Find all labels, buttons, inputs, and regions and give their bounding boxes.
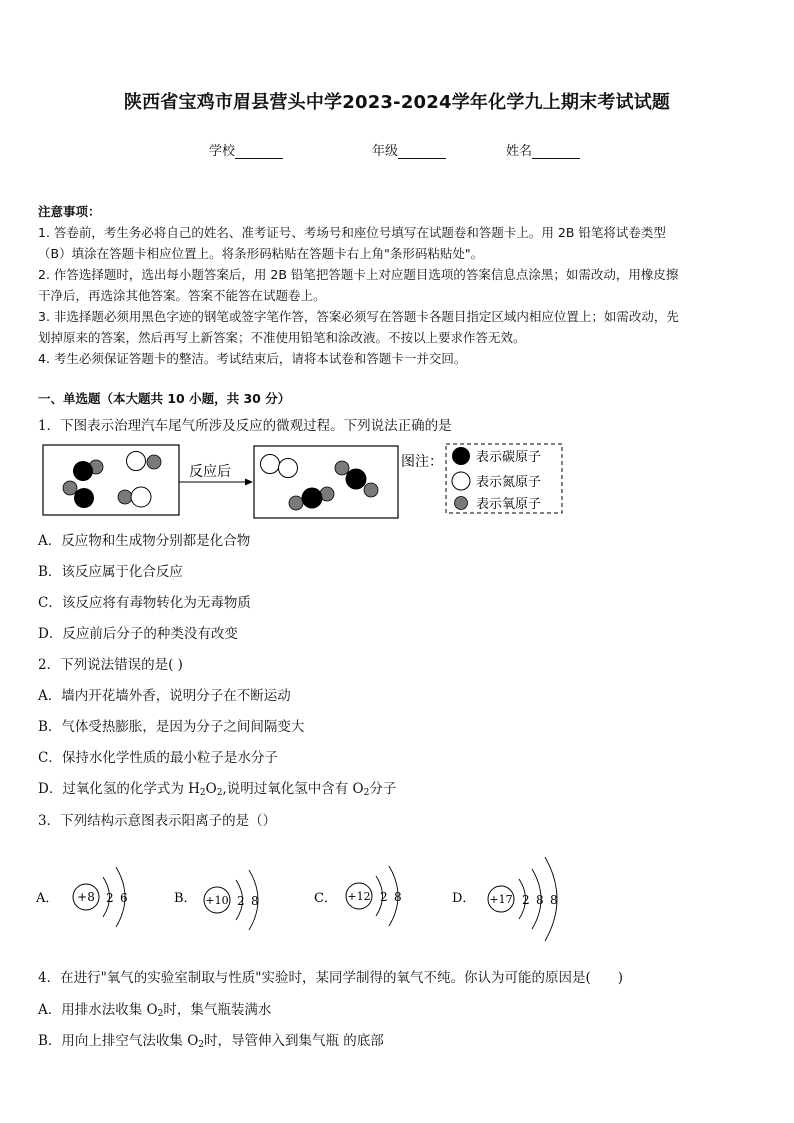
svg-text:+12: +12 — [347, 890, 371, 903]
q3-stem: 3．下列结构示意图表示阳离子的是（） — [38, 813, 277, 829]
exam-title: 陕西省宝鸡市眉县营头中学2023-2024学年化学九上期末考试试题 — [123, 92, 671, 113]
q2-option-c: C．保持水化学性质的最小粒子是水分子 — [38, 750, 278, 766]
q4-option-a: A．用排水法收集 $O_2$时，集气瓶装满水 — [38, 1002, 272, 1019]
svg-text:2: 2 — [106, 891, 114, 905]
atom-diagram-a — [35, 867, 128, 927]
co2-molecule — [289, 487, 334, 510]
svg-text:8: 8 — [251, 894, 259, 908]
legend-oxygen: 表示氧原子 — [476, 497, 542, 512]
notice-line: 3. 非选择题必须用黑色字迹的钢笔或签字笔作答，答案必须写在答题卡各题目指定区域内相应位置上；如需改动，先 — [38, 309, 679, 324]
name-field — [506, 140, 580, 159]
q1-option-c: C．该反应将有毒物转化为无毒物质 — [38, 595, 251, 611]
q4-option-b: B．用向上排空气法收集 $O_2$时，导管伸入到集气瓶 的底部 — [38, 1033, 384, 1050]
section-heading: 一、单选题（本大题共 10 小题，共 30 分） — [38, 391, 291, 406]
svg-text:A．: A． — [36, 891, 59, 906]
atom-diagram-d — [452, 857, 558, 941]
arrow-label: 反应后 — [189, 464, 231, 480]
notice-line: 2. 作答选择题时，选出每小题答案后，用 2B 铅笔把答题卡上对应题目选项的答案信息点涂黑；如需改动，用橡皮擦 — [38, 267, 679, 282]
no-molecule — [118, 487, 151, 507]
q2-option-b: B．气体受热膨胀，是因为分子之间间隔变大 — [38, 719, 305, 735]
grade-label: 年级 — [372, 144, 399, 159]
notice-line: 1. 答卷前，考生务必将自己的姓名、准考证号、考场号和座位号填写在试题卷和答题卡上。用 2B 铅笔将试卷类型 — [38, 225, 666, 240]
q1-stem: 1．下图表示治理汽车尾气所涉及反应的微观过程。下列说法正确的是 — [38, 418, 452, 434]
q1-reaction-diagram — [40, 440, 570, 524]
name-blank[interactable] — [532, 145, 580, 159]
svg-text:+10: +10 — [205, 894, 229, 907]
notice-line: 干净后，再选涂其他答案。答案不能答在试题卷上。 — [38, 288, 326, 303]
q2-option-d: D．过氧化氢的化学式为 $H_2O_2$,说明过氧化氢中含有 $O_2$分子 — [38, 781, 397, 798]
co-molecule — [63, 481, 94, 508]
svg-text:+17: +17 — [489, 893, 513, 906]
svg-text:D．: D． — [452, 891, 476, 906]
grade-field — [372, 140, 446, 159]
notice-line: （B）填涂在答题卡相应位置上。将条形码粘贴在答题卡右上角"条形码粘贴处"。 — [38, 246, 484, 261]
carbon-atom-icon — [452, 447, 470, 465]
svg-text:8: 8 — [394, 890, 402, 904]
svg-text:2: 2 — [522, 893, 530, 907]
atom-diagram-c — [314, 866, 402, 926]
svg-text:+8: +8 — [77, 890, 95, 904]
nitrogen-atom-icon — [452, 472, 470, 490]
q2-option-a: A．墙内开花墙外香，说明分子在不断运动 — [38, 688, 291, 704]
notice-line: 4. 考生必须保证答题卡的整洁。考试结束后，请将本试卷和答题卡一并交回。 — [38, 351, 467, 366]
arrow-head — [245, 479, 253, 486]
grade-blank[interactable] — [398, 145, 446, 159]
q1-option-b: B．该反应属于化合反应 — [38, 564, 183, 580]
q2-stem: 2．下列说法错误的是( ) — [38, 657, 183, 673]
school-label: 学校 — [209, 144, 236, 159]
school-blank[interactable] — [235, 145, 283, 159]
q4-stem: 4．在进行"氧气的实验室制取与性质"实验时，某同学制得的氧气不纯。你认为可能的原因是( ) — [38, 970, 624, 986]
q3-atom-diagrams — [30, 850, 590, 950]
svg-text:B．: B． — [174, 891, 197, 906]
notice-heading: 注意事项： — [38, 204, 101, 219]
svg-text:6: 6 — [120, 891, 128, 905]
legend-nitrogen: 表示氮原子 — [476, 475, 542, 490]
legend-carbon: 表示碳原子 — [476, 450, 542, 465]
school-field — [209, 140, 283, 159]
svg-text:8: 8 — [536, 893, 544, 907]
oxygen-atom-icon — [455, 497, 468, 510]
svg-text:2: 2 — [380, 890, 388, 904]
atom-diagram-b — [174, 870, 259, 930]
co-molecule — [73, 460, 103, 481]
svg-text:C．: C． — [314, 891, 337, 906]
legend-prefix: 图注： — [401, 454, 443, 470]
svg-text:2: 2 — [237, 894, 245, 908]
name-label: 姓名 — [506, 144, 533, 159]
q1-option-d: D．反应前后分子的种类没有改变 — [38, 626, 238, 642]
co2-molecule — [335, 461, 378, 497]
notice-line: 划掉原来的答案，然后再写上新答案；不准使用铅笔和涂改液。不按以上要求作答无效。 — [38, 330, 526, 345]
n2-molecule — [261, 455, 298, 478]
no-molecule — [127, 452, 162, 471]
reactants-box — [43, 445, 179, 515]
svg-text:8: 8 — [550, 893, 558, 907]
q1-option-a: A．反应物和生成物分别都是化合物 — [38, 533, 251, 549]
